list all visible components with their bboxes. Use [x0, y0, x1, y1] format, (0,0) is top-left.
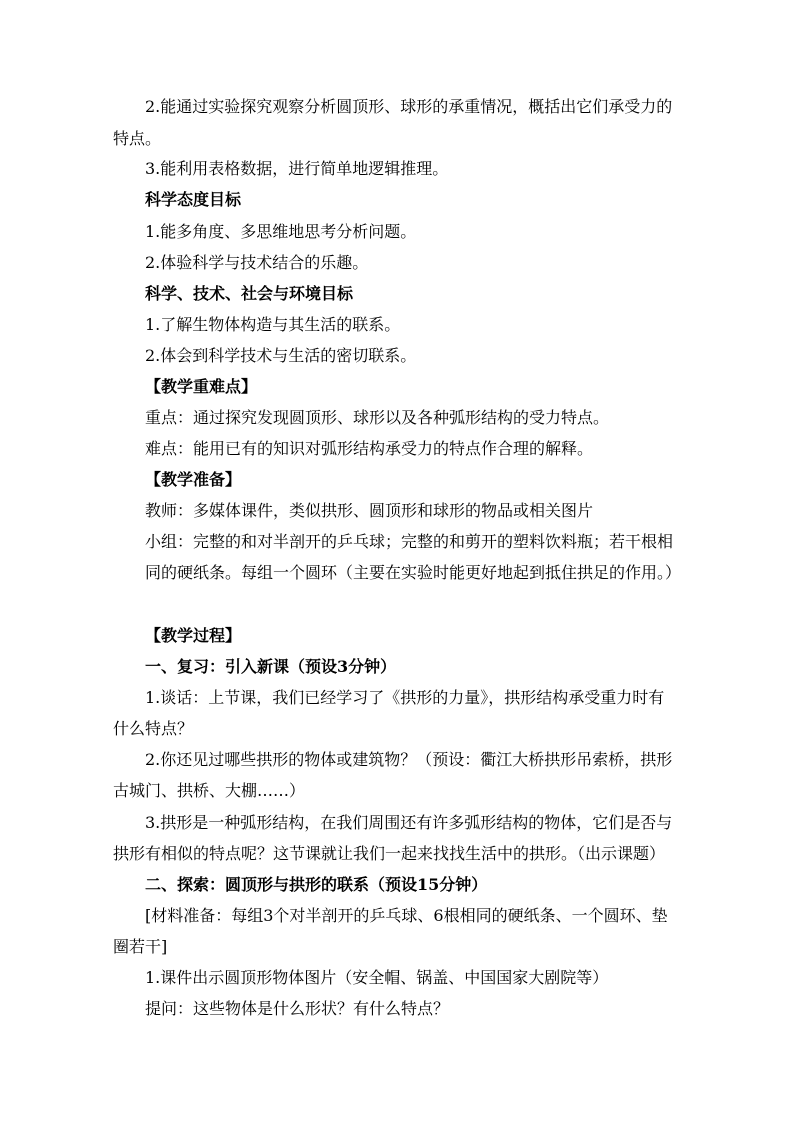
section-heading: 【教学重难点】	[145, 377, 258, 396]
text-line: 同的硬纸条。每组一个圆环（主要在实验时能更好地起到抵住拱足的作用。）	[145, 563, 682, 582]
text-line: 提问：这些物体是什么形状？有什么特点？	[145, 999, 450, 1018]
text-line: 古城门、拱桥、大棚……）	[113, 781, 306, 800]
text-line: 难点：能用已有的知识对弧形结构承受力的特点作合理的解释。	[145, 439, 594, 458]
section-heading: 科学、技术、社会与环境目标	[145, 284, 354, 303]
text-line: 1.了解生物体构造与其生活的联系。	[145, 315, 401, 334]
text-line: 2.体验科学与技术结合的乐趣。	[145, 253, 369, 272]
text-line: 3.拱形是一种弧形结构，在我们周围还有许多弧形结构的物体，它们是否与	[145, 813, 673, 832]
text-line: 拱形有相似的特点呢？这节课就让我们一起来找找生活中的拱形。（出示课题）	[113, 844, 666, 863]
section-heading: 一、复习：引入新课（预设3分钟）	[145, 657, 397, 676]
text-line: 2.体会到科学技术与生活的密切联系。	[145, 346, 417, 365]
text-line: 3.能利用表格数据，进行简单地逻辑推理。	[145, 159, 449, 178]
section-heading: 【教学准备】	[145, 470, 242, 489]
text-line: 2.你还见过哪些拱形的物体或建筑物？（预设：衢江大桥拱形吊索桥，拱形	[145, 750, 673, 769]
text-line: 2.能通过实验探究观察分析圆顶形、球形的承重情况，概括出它们承受力的	[145, 97, 673, 116]
section-heading: 【教学过程】	[145, 626, 242, 645]
text-line: 什么特点？	[113, 719, 194, 738]
text-line: 特点。	[113, 129, 162, 148]
section-heading: 二、探索：圆顶形与拱形的联系（预设15分钟）	[145, 875, 488, 894]
text-line: 重点：通过探究发现圆顶形、球形以及各种弧形结构的受力特点。	[145, 408, 610, 427]
text-line: 小组：完整的和对半剖开的乒乓球；完整的和剪开的塑料饮料瓶；若干根相	[145, 532, 674, 551]
text-line: 1.谈话：上节课，我们已经学习了《拱形的力量》，拱形结构承受重力时有	[145, 688, 665, 707]
text-line: [材料准备：每组3个对半剖开的乒乓球、6根相同的硬纸条、一个圆环、垫	[145, 906, 668, 925]
text-line: 圈若干]	[113, 937, 168, 956]
text-line: 1.能多角度、多思维地思考分析问题。	[145, 222, 417, 241]
section-heading: 科学态度目标	[145, 190, 242, 209]
text-line: 教师：多媒体课件，类似拱形、圆顶形和球形的物品或相关图片	[145, 501, 594, 520]
text-line: 1.课件出示圆顶形物体图片（安全帽、锅盖、中国国家大剧院等）	[145, 968, 609, 987]
